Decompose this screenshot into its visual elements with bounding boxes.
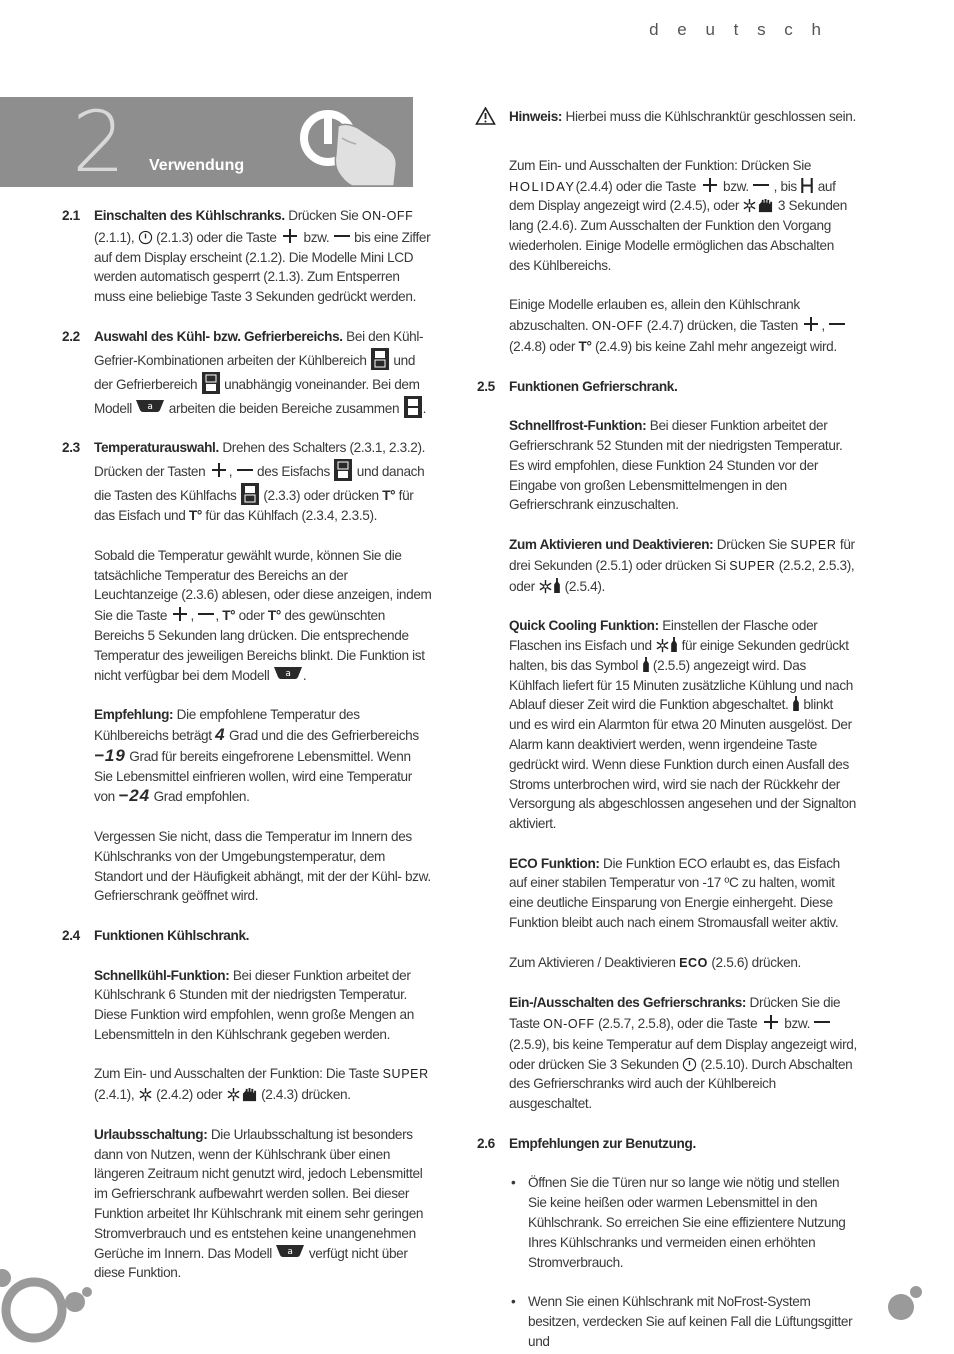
text: Drehen des Schalters (2.3.1, 2.3.2). Drücken der Tasten — [94, 440, 426, 480]
model-a-badge-icon — [273, 666, 303, 680]
text: Drücken Sie — [713, 536, 791, 552]
text: Grad für bereits eingefrorene Lebensmittel. Wenn Sie Lebensmittel einfrieren wollen, wird eine Temperatur von — [94, 748, 412, 805]
section-2-3 — [60, 438, 432, 906]
snowflake-icon — [138, 1087, 153, 1102]
text: . — [302, 667, 307, 683]
text: , — [215, 608, 223, 624]
bullet-dot: • — [511, 1175, 516, 1191]
paragraph — [509, 107, 857, 127]
text: Sobald die Temperatur gewählt wurde, können Sie die tatsächliche Temperatur des Bereichs an der Leuchtanzeige (2.3.6) ablesen, oder diese anzeigen, indem Sie die Taste — [94, 547, 432, 624]
paragraph — [94, 438, 432, 526]
snowflake-icon — [655, 638, 670, 653]
combined-compartment-icon — [403, 395, 423, 419]
text: blinkt und es wird ein Alarmton für etwa 20 Minuten ausgelöst. Der Alarm kann deaktiviert werden, wenn irgendeine Taste gedrückt wird. Wenn diese Funktion durch einen Ausfall des Stroms unterbrochen wird, wird sie nach der Rückkehr der Versorgung als abgeschlossen angesehen und der Signalton aktiviert. — [509, 697, 856, 832]
plus-icon — [209, 461, 229, 479]
text: bis eine Ziffer auf dem Display erscheint (2.1.2). Die Modelle Mini LCD werden automatisch gesperrt (2.1.3). Zum Entsperren muss eine beliebige Taste 3 Sekunden gedrückt werden. — [94, 229, 431, 305]
hand-icon — [757, 198, 774, 213]
chapter-number: 2 — [72, 93, 126, 191]
note-block — [475, 107, 857, 357]
text: arbeiten die beiden Bereiche zusammen — [165, 400, 403, 416]
paragraph — [509, 953, 857, 974]
text: (2.5.10). Durch Abschalten des Gefrierschranks wird auch der Kühlbereich ausgeschaltet. — [509, 1056, 853, 1112]
text: (2.5.4). — [561, 578, 605, 594]
recommendation-label: Empfehlung: — [94, 707, 174, 723]
left-column — [60, 206, 432, 1283]
bottle-icon — [642, 656, 650, 673]
section-number: 2.6 — [477, 1135, 495, 1151]
text: auf dem Display angezeigt wird (2.4.5), oder — [509, 178, 836, 214]
fridge-compartment-icon — [370, 347, 390, 371]
plus-icon — [170, 605, 190, 623]
paragraph — [509, 616, 857, 834]
section-2-1 — [60, 206, 432, 307]
text: (2.5.5) angezeigt wird. Das Kühlfach liefert für 15 Minuten zusätzliche Kühlung und nach Ablauf dieser Zeit wird die Funktion abgeschaltet. — [509, 657, 853, 713]
text: verfügt nicht über diese Funktion. — [94, 1245, 408, 1281]
bullet-dot: • — [511, 1294, 516, 1310]
on-off-key: ON-OFF — [591, 319, 644, 334]
text: des gewünschten Bereichs 5 Sekunden lang drücken. Die entsprechende Temperatur des jeweiligen Bereichs blinkt. Die Funktion ist nicht verfügbar bei dem Modell — [94, 608, 425, 683]
text: 3 Sekunden lang (2.4.6). Zum Ausschalten der Funktion den Vorgang wiederholen. Einige Modelle ermöglichen das Abschalten des Kühlbereichs. — [509, 198, 847, 273]
section-number: 2.2 — [62, 328, 80, 344]
paragraph — [509, 156, 857, 276]
text: Drücken Sie — [284, 208, 362, 223]
on-off-key: ON-OFF — [361, 209, 414, 223]
temperature-symbol: T° — [267, 608, 281, 624]
label: Urlaubsschaltung: — [94, 1126, 208, 1142]
text: (2.1.1), — [94, 229, 138, 245]
text: (2.4.2) oder — [152, 1087, 226, 1103]
temperature-symbol: T° — [382, 488, 396, 504]
text: bzw. — [300, 229, 333, 245]
text: (2.5.7, 2.5.8), oder die Taste — [594, 1016, 761, 1032]
text: (2.4.4) oder die Taste — [575, 178, 700, 194]
section-number: 2.1 — [62, 208, 80, 223]
section-2-6 — [475, 1134, 857, 1352]
text: (2.4.8) oder — [509, 338, 579, 354]
plus-icon — [801, 315, 821, 333]
label: Ein-/Ausschalten des Gefrierschranks: — [509, 995, 747, 1011]
paragraph — [509, 993, 857, 1114]
text: und der Gefrierbereich — [94, 352, 416, 392]
section-title: Funktionen Kühlschrank. — [94, 927, 250, 943]
text: für drei Sekunden (2.5.1) oder drücken Si — [509, 536, 855, 573]
bottle-icon — [792, 695, 800, 712]
text: Einstellen der Flasche oder Flaschen ins Eisfach und — [509, 618, 818, 653]
text: Grad und die des Gefrierbereichs — [225, 727, 419, 743]
paragraph — [509, 535, 857, 596]
list-item — [509, 1173, 857, 1272]
power-icon — [682, 1057, 697, 1072]
text: für das Eisfach und — [94, 488, 414, 524]
eco-key: ECO — [679, 955, 708, 970]
text: Die empfohlene Temperatur des Kühlbereichs beträgt — [94, 707, 360, 743]
text: , — [821, 318, 829, 334]
model-a-badge-icon — [275, 1244, 305, 1258]
warning-icon — [475, 107, 496, 125]
plus-icon — [761, 1013, 781, 1031]
text: für einige Sekunden gedrückt halten, bis das Symbol — [509, 637, 849, 673]
text: (2.1.3) oder die Taste — [152, 229, 281, 245]
minus-icon — [828, 315, 846, 333]
text: Wenn Sie einen Kühlschrank mit NoFrost-System besitzen, verdecken Sie auf keinen Fall die Lüftungsgitter und — [528, 1294, 853, 1349]
decorative-circles-right — [880, 1280, 940, 1330]
text: Einige Modelle erlauben es, allein den Kühlschrank abzuschalten. — [509, 297, 800, 334]
section-title: Auswahl des Kühl- bzw. Gefrierbereichs. — [94, 328, 343, 344]
paragraph — [509, 295, 857, 356]
fridge-compartment-icon — [240, 482, 260, 506]
display-digit: 4 — [215, 724, 226, 744]
chapter-title: Verwendung — [149, 157, 245, 174]
paragraph — [509, 416, 857, 515]
section-number: 2.4 — [62, 927, 80, 943]
super-key: SUPER — [382, 1067, 429, 1082]
text: (2.4.9) bis keine Zahl mehr angezeigt wird. — [591, 338, 837, 354]
text: (2.5.6) drücken. — [707, 954, 801, 970]
text: des Eisfachs — [253, 464, 334, 480]
snowflake-icon — [538, 579, 553, 594]
text: und danach die Tasten des Kühlfachs — [94, 464, 425, 504]
plus-icon — [280, 227, 300, 245]
temperature-symbol: T° — [578, 338, 592, 354]
note-label: Hinweis: — [509, 109, 563, 124]
section-title: Temperaturauswahl. — [94, 440, 219, 456]
temperature-symbol: T° — [222, 608, 236, 624]
freezer-compartment-icon — [333, 458, 353, 482]
language-label: d e u t s c h — [649, 20, 828, 39]
super-key: SUPER — [790, 537, 837, 552]
plus-icon — [700, 176, 720, 194]
text: Die Urlaubsschaltung ist besonders dann von Nutzen, wenn der Kühlschrank über einen längeren Zeitraum nicht genutzt wird, jedoch Lebensmittel im Gefrierschrank aufbewahrt werden sollen. Bei dieser Funktion arbeitet Ihr Kühlschrank mit einem sehr geringen Stromverbrauch und es entstehen keine unangenehmen Gerüche im Innern. Das Modell — [94, 1126, 424, 1261]
paragraph — [94, 1125, 432, 1283]
text: (2.4.1), — [94, 1087, 138, 1103]
freezer-compartment-icon — [201, 371, 221, 395]
text: Zum Ein- und Ausschalten der Funktion: Drücken Sie — [509, 157, 812, 173]
text: (2.5.9), bis keine Temperatur auf dem Display angezeigt wird, oder drücken Sie 3 Sekunden — [509, 1036, 857, 1072]
text: . — [422, 400, 427, 416]
text: Die Funktion ECO erlaubt es, das Eisfach auf einer stabilen Temperatur von -17 ºC zu halten, womit eine deutliche Einsparung von Energie einhergeht. Diese Funktion bleibt auch nach einem Stromausfall weiter aktiv. — [509, 855, 840, 931]
finger-press-icon — [294, 108, 398, 186]
paragraph — [94, 966, 432, 1045]
minus-icon — [752, 176, 770, 194]
text: , — [190, 608, 198, 624]
paragraph — [94, 705, 432, 807]
section-title: Einschalten des Kühlschranks. — [94, 208, 285, 223]
on-off-key: ON-OFF — [543, 1017, 595, 1032]
section-title: Funktionen Gefrierschrank. — [509, 378, 678, 394]
section-number: 2.5 — [477, 378, 495, 394]
temperature-symbol: T° — [188, 508, 202, 524]
text: (2.5.2, 2.5.3), oder — [509, 557, 855, 594]
text: Zum Ein- und Ausschalten der Funktion: Die Taste — [94, 1066, 383, 1082]
minus-icon — [333, 227, 351, 245]
text: oder — [235, 608, 268, 624]
text: Drücken Sie die Taste — [509, 995, 841, 1032]
holiday-key: HOLIDAY — [509, 178, 576, 194]
section-2-5 — [475, 377, 857, 1114]
label: Schnellfrost-Funktion: — [509, 418, 647, 434]
section-title: Empfehlungen zur Benutzung. — [509, 1135, 696, 1151]
text: bzw. — [719, 178, 753, 194]
text: (2.4.7) drücken, die Tasten — [643, 318, 802, 334]
label: Zum Aktivieren und Deaktivieren: — [509, 536, 714, 552]
text: Hierbei muss die Kühlschranktür geschlossen sein. — [562, 109, 856, 124]
text: Bei den Kühl-Gefrier-Kombinationen arbeiten der Kühlbereich — [94, 328, 424, 368]
text: für das Kühlfach (2.3.4, 2.3.5). — [201, 508, 378, 524]
paragraph: Vergessen Sie nicht, dass die Temperatur im Innern des Kühlschranks von der Umgebungstemperatur, dem Standort und der Häufigkeit abhängt, mit der der Kühl- bzw. Gefrierschrank geöffnet wird. — [94, 828, 431, 904]
super-key: SUPER — [729, 558, 776, 573]
text: Öffnen Sie die Türen nur so lange wie nötig und stellen Sie keine heißen oder warmen Lebensmittel in den Kühlschrank. So erreichen Sie eine effizientere Nutzung Ihres Kühlschranks und vermeiden einen erhöhten Stromverbrauch. — [528, 1175, 846, 1270]
bottle-icon — [670, 636, 678, 653]
text: , — [228, 464, 236, 480]
paragraph — [94, 546, 432, 686]
right-column — [475, 107, 857, 1352]
paragraph — [94, 1064, 432, 1105]
minus-icon — [813, 1013, 831, 1031]
minus-icon — [236, 461, 254, 479]
model-a-badge-icon — [135, 399, 165, 413]
holiday-h-display-icon — [800, 177, 814, 194]
list-item — [509, 1292, 857, 1351]
decorative-circles-left — [0, 1260, 100, 1354]
snowflake-icon — [226, 1087, 241, 1102]
section-2-4 — [60, 926, 432, 1283]
text: Bei dieser Funktion arbeitet der Gefrierschrank 52 Stunden mit der niedrigsten Temperatur. Es wird empfohlen, diese Funktion 24 Stunden vor der Eingabe von großen Lebensmittelmengen in den Gefrierschrank einzuschalten. — [509, 418, 843, 513]
text: , bis — [770, 178, 801, 194]
text: bzw. — [780, 1016, 814, 1032]
text: (2.3.3) oder drücken — [259, 488, 383, 504]
display-digit: −24 — [118, 786, 151, 806]
text: Grad empfohlen. — [150, 789, 250, 805]
text: (2.4.3) drücken. — [257, 1087, 351, 1103]
label: ECO Funktion: — [509, 855, 600, 871]
snowflake-icon — [742, 198, 757, 213]
label: Quick Cooling Funktion: — [509, 618, 659, 634]
display-digit: −19 — [94, 745, 126, 765]
section-number: 2.3 — [62, 440, 80, 456]
minus-icon — [197, 605, 215, 623]
text: unabhängig voneinander. Bei dem Modell — [94, 376, 420, 416]
label: Schnellkühl-Funktion: — [94, 967, 230, 983]
power-icon — [138, 230, 153, 245]
paragraph — [509, 854, 857, 933]
text: Bei dieser Funktion arbeitet der Kühlschrank 6 Stunden mit der niedrigsten Temperatur. Diese Funktion wird empfohlen, wenn große Mengen an Lebensmitteln in den Kühlschrank gegeben werden. — [94, 967, 414, 1042]
text: Zum Aktivieren / Deaktivieren — [509, 954, 680, 970]
section-2-2 — [60, 327, 432, 419]
hand-icon — [241, 1087, 258, 1102]
